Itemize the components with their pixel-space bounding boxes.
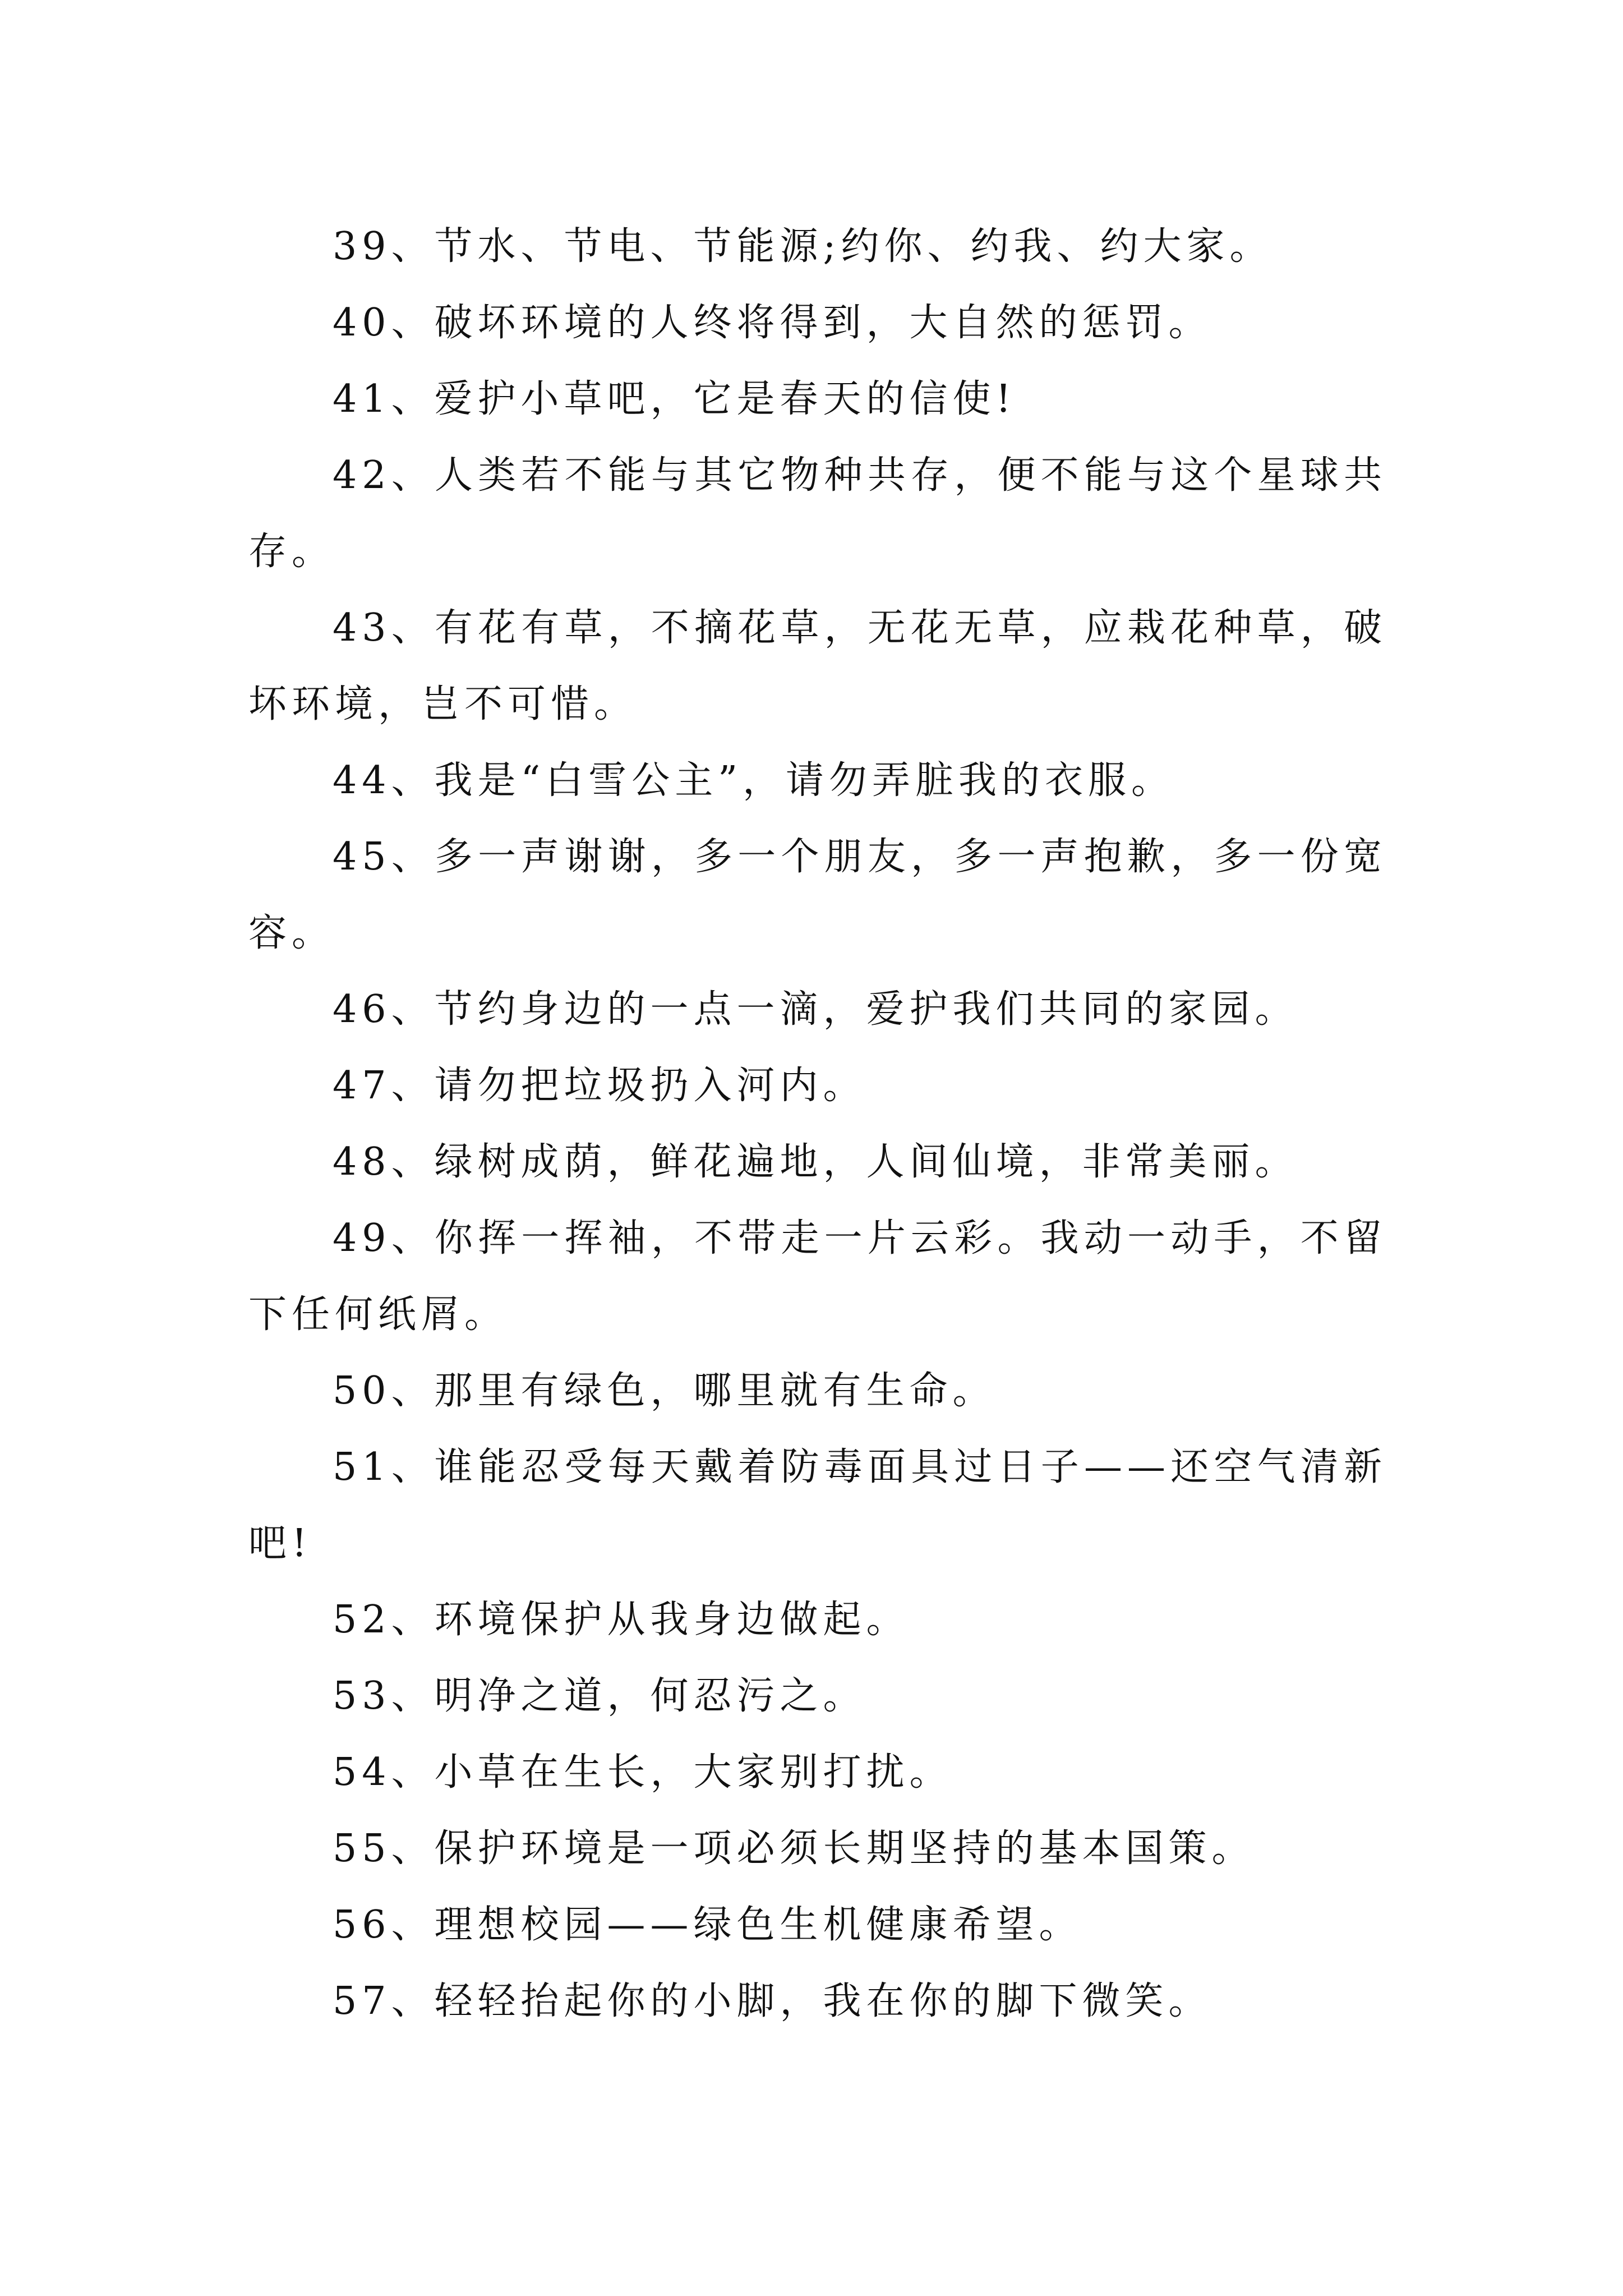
paragraph-56: 56、理想校园——绿色生机健康希望。 [333,1903,1082,1947]
paragraph-49: 49、你挥一挥袖，不带走一片云彩。我动一动手，不留下任何纸屑。 [248,1216,1387,1337]
paragraph-57: 57、轻轻抬起你的小脚，我在你的脚下微笑。 [333,1979,1212,2023]
paragraph-41: 41、爱护小草吧，它是春天的信使! [333,377,1016,421]
paragraph-42: 42、人类若不能与其它物种共存，便不能与这个星球共存。 [248,453,1387,574]
paragraph-51: 51、谁能忍受每天戴着防毒面具过日子——还空气清新吧! [248,1445,1387,1566]
paragraph-40: 40、破坏环境的人终将得到，大自然的惩罚。 [333,301,1212,345]
paragraph-53: 53、明净之道，何忍污之。 [333,1674,866,1718]
paragraph-50: 50、那里有绿色，哪里就有生命。 [333,1369,996,1413]
paragraph-46: 46、节约身边的一点一滴，爱护我们共同的家园。 [333,987,1298,1032]
paragraph-55: 55、保护环境是一项必须长期坚持的基本国策。 [333,1826,1255,1871]
paragraph-39: 39、节水、节电、节能源;约你、约我、约大家。 [333,224,1273,269]
paragraph-52: 52、环境保护从我身边做起。 [333,1598,910,1642]
paragraph-54: 54、小草在生长，大家别打扰。 [333,1750,953,1795]
document-body [248,209,1387,2040]
paragraph-44: 44、我是“白雪公主”，请勿弄脏我的衣服。 [333,758,1175,803]
paragraph-48: 48、绿树成荫，鲜花遍地，人间仙境，非常美丽。 [333,1140,1298,1184]
paragraph-43: 43、有花有草，不摘花草，无花无草，应栽花种草，破坏环境，岂不可惜。 [248,606,1387,726]
paragraph-45: 45、多一声谢谢，多一个朋友，多一声抱歉，多一份宽容。 [248,835,1387,955]
paragraph-47: 47、请勿把垃圾扔入河内。 [333,1064,866,1108]
